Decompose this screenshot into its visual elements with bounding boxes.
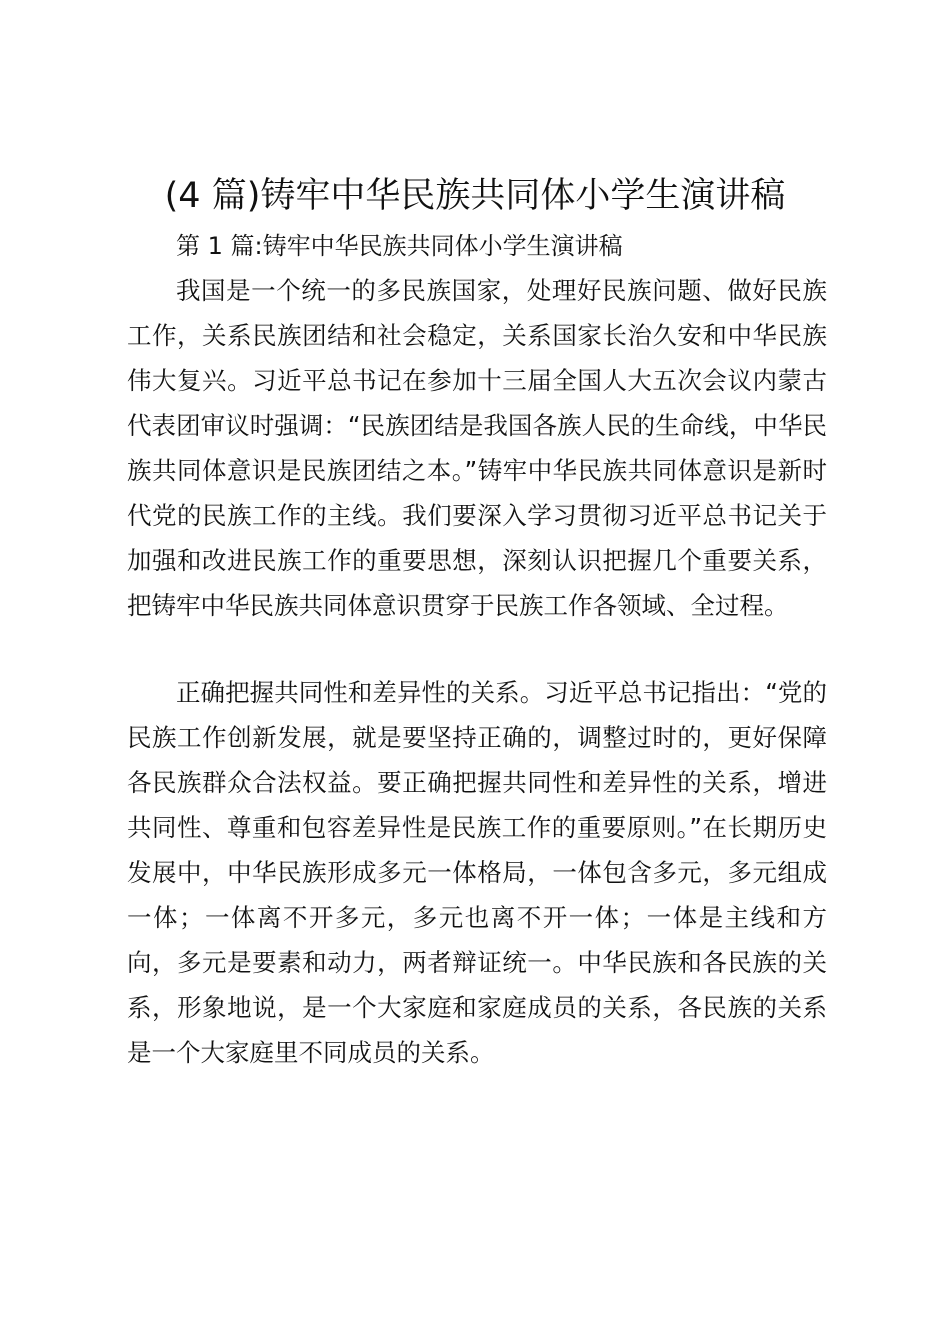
- paragraph-2: 正确把握共同性和差异性的关系。习近平总书记指出：“党的民族工作创新发展，就是要坚持正确的，调整过时的，更好保障各民族群众合法权益。要正确把握共同性和差异性的关系，增进共同性、尊重和包容差异性是民族工作的重要原则。”在长期历史发展中，中华民族形成多元一体格局，一体包含多元，多元组成一体；一体离不开多元，多元也离不开一体；一体是主线和方向，多元是要素和动力，两者辩证统一。中华民族和各民族的关系，形象地说，是一个大家庭和家庭成员的关系，各民族的关系是一个大家庭里不同成员的关系。: [127, 678, 827, 1067]
- document-title: (4 篇)铸牢中华民族共同体小学生演讲稿: [164, 176, 786, 216]
- paragraph-1: 我国是一个统一的多民族国家，处理好民族问题、做好民族工作，关系民族团结和社会稳定，关系国家长治久安和中华民族伟大复兴。习近平总书记在参加十三届全国人大五次会议内蒙古代表团审议时强调：“民族团结是我国各族人民的生命线，中华民族共同体意识是民族团结之本。”铸牢中华民族共同体意识是新时代党的民族工作的主线。我们要深入学习贯彻习近平总书记关于加强和改进民族工作的重要思想，深刻认识把握几个重要关系，把铸牢中华民族共同体意识贯穿于民族工作各领域、全过程。: [127, 276, 827, 620]
- section-heading: 第 1 篇:铸牢中华民族共同体小学生演讲稿: [176, 232, 623, 260]
